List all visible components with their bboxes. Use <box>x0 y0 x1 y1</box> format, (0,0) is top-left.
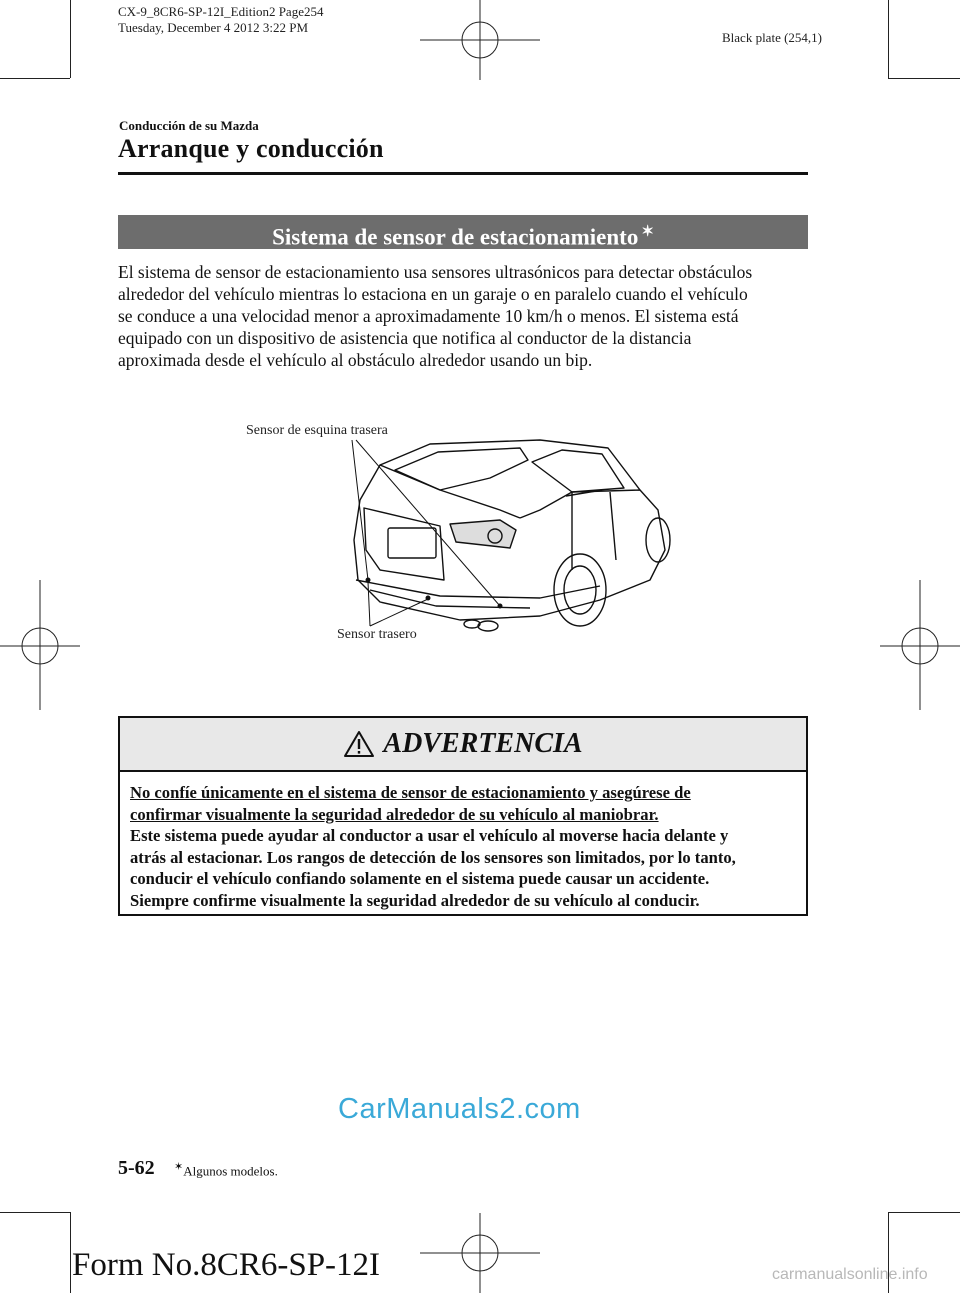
corner-sensor-callout: Sensor de esquina trasera <box>246 423 388 438</box>
registration-mark-icon <box>0 580 80 710</box>
rear-sensor-callout: Sensor trasero <box>337 627 417 642</box>
title-rule <box>118 172 808 175</box>
warning-header <box>120 718 806 772</box>
warning-line: Siempre confirme visualmente la seguridad alrededor de su vehículo al conducir. <box>130 890 700 910</box>
warning-body <box>120 772 806 921</box>
registration-mark-icon <box>880 580 960 710</box>
intro-line: aproximada desde el vehículo al obstáculo alrededor usando un bip. <box>118 350 593 370</box>
footnote <box>174 1160 278 1179</box>
form-number: Form No.8CR6-SP-12I <box>72 1247 381 1283</box>
plate-label: Black plate (254,1) <box>722 30 822 45</box>
footnote-star-icon: ✶ <box>174 1161 184 1173</box>
page-title: Arranque y conducción <box>118 134 384 163</box>
intro-paragraph <box>118 261 818 371</box>
banner-title: Sistema de sensor de estacionamiento <box>272 224 639 250</box>
warning-box <box>118 716 808 916</box>
section-label: Conducción de su Mazda <box>119 118 259 133</box>
warning-line: Este sistema puede ayudar al conductor a usar el vehículo al moverse hacia delante y <box>130 826 729 845</box>
intro-line: se conduce a una velocidad menor a aproximadamente 10 km/h o menos. El sistema está <box>118 306 739 326</box>
warning-emphasis-line: No confíe únicamente en el sistema de sensor de estacionamiento y asegúrese de <box>130 783 691 802</box>
warning-line: atrás al estacionar. Los rangos de detección de los sensores son limitados, por lo tanto, <box>130 847 736 867</box>
optional-feature-star-icon: ✶ <box>641 224 654 240</box>
page-number: 5-62 <box>118 1157 155 1179</box>
warning-emphasis-line: confirmar visualmente la seguridad alrededor de su vehículo al maniobrar. <box>130 804 659 824</box>
intro-line: alrededor del vehículo mientras lo estaciona en un garaje o en paralelo cuando el vehículo <box>118 284 748 304</box>
intro-line: equipado con un dispositivo de asistencia que notifica al conductor de la distancia <box>118 328 692 348</box>
registration-mark-icon <box>420 0 540 80</box>
vehicle-rear-illustration <box>340 430 680 640</box>
warning-title: ADVERTENCIA <box>383 728 583 759</box>
section-banner <box>118 215 808 249</box>
print-header-file: CX-9_8CR6-SP-12I_Edition2 Page254 <box>118 4 324 19</box>
footnote-text: Algunos modelos. <box>183 1163 278 1179</box>
warning-line: conducir el vehículo confiando solamente en el sistema puede causar un accidente. <box>130 869 710 888</box>
site-watermark: carmanualsonline.info <box>772 1266 928 1283</box>
print-header-date: Tuesday, December 4 2012 3:22 PM <box>118 20 309 35</box>
intro-line: El sistema de sensor de estacionamiento usa sensores ultrasónicos para detectar obstáculos <box>118 262 753 282</box>
watermark-logo: CarManuals2.com <box>338 1093 581 1125</box>
warning-triangle-icon <box>343 730 375 758</box>
registration-mark-icon <box>420 1213 540 1293</box>
